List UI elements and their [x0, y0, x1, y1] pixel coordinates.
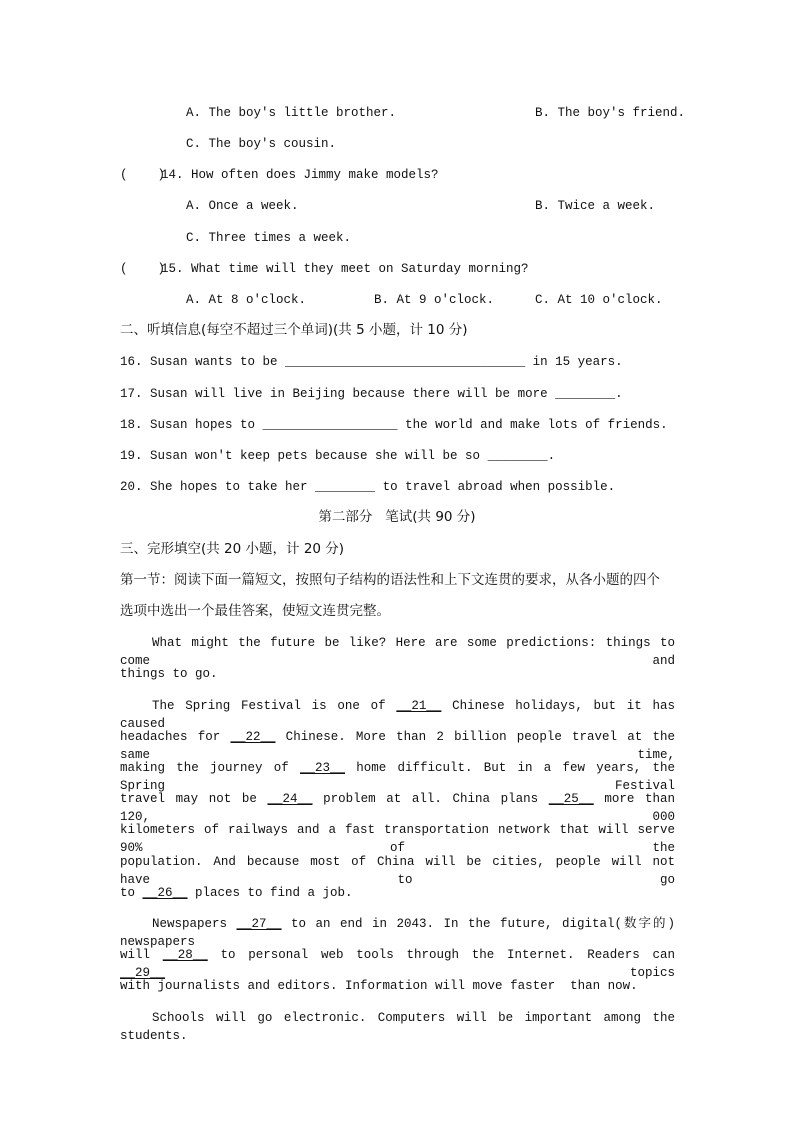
fill-item-17-text: 17. Susan will live in Beijing because there will be more: [120, 387, 556, 401]
q15-option-b: B. At 9 o'clock.: [374, 293, 495, 307]
passage-p1-line-1: What might the future be like? Here are some predictions: things to come and: [120, 636, 675, 668]
fill-blank-19[interactable]: ________: [487, 449, 548, 463]
fill-item-16-tail: in 15 years.: [525, 355, 623, 369]
fill-item-19-tail: .: [547, 449, 556, 463]
text: will: [120, 948, 163, 962]
passage-p2-line-5: kilometers of railways and a fast transportation network that will serve 90% of the: [120, 823, 675, 855]
text: headaches for: [120, 730, 231, 744]
text: Newspapers: [152, 917, 237, 931]
fill-item-20: [120, 478, 615, 496]
q13-option-c: C. The boy's cousin.: [186, 137, 337, 151]
cloze-blank-27[interactable]: __27__: [236, 917, 282, 931]
text: Chinese. More than 2 billion people travel at the same time,: [120, 730, 675, 762]
cloze-blank-26[interactable]: __26__: [142, 886, 188, 900]
q14-option-b: B. Twice a week.: [535, 199, 656, 213]
fill-item-18-text: 18. Susan hopes to: [120, 418, 263, 432]
cloze-blank-28[interactable]: __28__: [162, 948, 208, 962]
cloze-blank-24[interactable]: __24__: [267, 792, 313, 806]
q14-option-a: A. Once a week.: [186, 199, 299, 213]
cloze-blank-22[interactable]: __22__: [230, 730, 276, 744]
q13-option-a: A. The boy's little brother.: [186, 106, 397, 120]
fill-item-20-tail: to travel abroad when possible.: [375, 480, 616, 494]
cloze-blank-25[interactable]: __25__: [548, 792, 594, 806]
instruction-line-1: 第一节：阅读下面一篇短文，按照句子结构的语法性和上下文连贯的要求，从各小题的四个: [120, 572, 660, 588]
q14-answer-bracket: ( ): [120, 168, 166, 182]
text: problem at all. China plans: [312, 792, 549, 806]
text: to: [120, 886, 143, 900]
fill-item-16-text: 16. Susan wants to be: [120, 355, 286, 369]
fill-item-18-tail: the world and make lots of friends.: [397, 418, 668, 432]
q14-option-c: C. Three times a week.: [186, 231, 352, 245]
cloze-blank-29[interactable]: __29__: [120, 966, 166, 980]
text: Chinese holidays, but it has caused: [120, 699, 675, 731]
text: making the journey of: [120, 761, 300, 775]
fill-item-18: [120, 416, 668, 434]
text: The Spring Festival is one of: [152, 699, 397, 713]
fill-item-16: [120, 353, 623, 371]
q14-question: 14. How often does Jimmy make models?: [161, 168, 439, 182]
fill-blank-17[interactable]: ________: [555, 387, 616, 401]
passage-p1-line-2: things to go.: [120, 667, 218, 681]
fill-item-19: [120, 447, 555, 465]
text: more than 120, 000: [120, 792, 675, 824]
fill-item-17: [120, 385, 623, 403]
q15-answer-bracket: ( ): [120, 262, 166, 276]
text: travel may not be: [120, 792, 268, 806]
cloze-blank-23[interactable]: __23__: [300, 761, 346, 775]
fill-item-20-text: 20. She hopes to take her: [120, 480, 316, 494]
text: topics: [165, 966, 675, 980]
section-listening-fill-title: 二、听填信息(每空不超过三个单词)(共 5 小题，计 10 分): [120, 322, 468, 338]
fill-item-17-tail: .: [615, 387, 623, 401]
text: places to find a job.: [187, 886, 353, 900]
q15-option-c: C. At 10 o'clock.: [535, 293, 663, 307]
fill-item-19-text: 19. Susan won't keep pets because she will be so: [120, 449, 488, 463]
section-cloze-title: 三、完形填空(共 20 小题，计 20 分): [120, 541, 345, 557]
text: home difficult. But in a few years, the Spring Festival: [120, 761, 675, 793]
part2-title: 第二部分 笔试(共 90 分): [318, 509, 476, 525]
passage-p4-line-1: Schools will go electronic. Computers will be important among the students.: [120, 1011, 675, 1043]
instruction-line-2: 选项中选出一个最佳答案，使短文连贯完整。: [120, 603, 390, 619]
fill-blank-20[interactable]: ________: [315, 480, 376, 494]
fill-blank-16[interactable]: ________________________________: [285, 355, 526, 369]
passage-p2-line-7: [120, 884, 353, 902]
passage-p3-line-3: with journalists and editors. Information will move faster than now.: [120, 979, 638, 993]
q15-option-a: A. At 8 o'clock.: [186, 293, 307, 307]
passage-p2-line-6: population. And because most of China will be cities, people will not have to go: [120, 855, 675, 887]
fill-blank-18[interactable]: __________________: [262, 418, 398, 432]
text: to an end in 2043. In the future, digital(数字的) newspapers: [120, 917, 675, 949]
q15-question: 15. What time will they meet on Saturday morning?: [161, 262, 529, 276]
cloze-blank-21[interactable]: __21__: [396, 699, 442, 713]
text: to personal web tools through the Internet. Readers can: [207, 948, 675, 962]
q13-option-b: B. The boy's friend.: [535, 106, 686, 120]
